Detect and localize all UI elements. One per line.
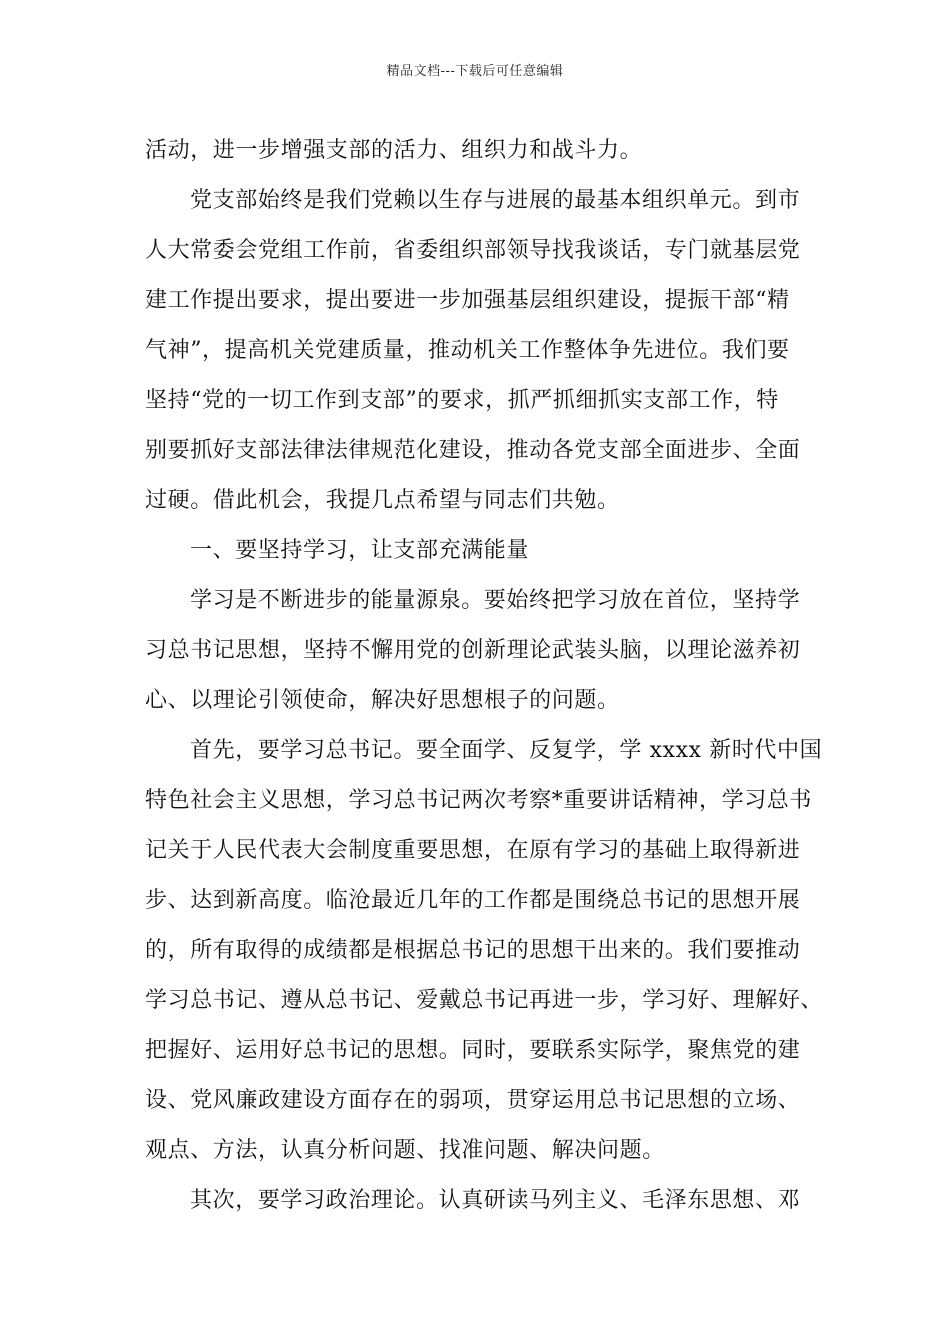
text-line: 心、以理论引领使命，解决好思想根子的问题。: [145, 688, 620, 713]
text-line: 特色社会主义思想，学习总书记两次考察*重要讲话精神，学习总书: [145, 788, 813, 813]
text-line: 建工作提出要求，提出要进一步加强基层组织建设，提振干部“精: [145, 288, 790, 313]
text-line: 学习总书记、遵从总书记、爱戴总书记再进一步，学习好、理解好、: [145, 988, 824, 1013]
text-line: 的，所有取得的成绩都是根据总书记的思想干出来的。我们要推动: [145, 938, 801, 963]
text-line: 人大常委会党组工作前，省委组织部领导找我谈话，专门就基层党: [145, 238, 801, 263]
text-line: 步、达到新高度。临沧最近几年的工作都是围绕总书记的思想开展: [145, 888, 801, 913]
text-line: 把握好、运用好总书记的思想。同时，要联系实际学，聚焦党的建: [145, 1038, 801, 1063]
text-line: 活动，进一步增强支部的活力、组织力和战斗力。: [145, 138, 643, 163]
paragraph-start-line: 其次，要学习政治理论。认真研读马列主义、毛泽东思想、邓: [190, 1188, 801, 1213]
paragraph-start-line: 党支部始终是我们党赖以生存与进展的最基本组织单元。到市: [190, 188, 801, 213]
text-line: 记关于人民代表大会制度重要思想，在原有学习的基础上取得新进: [145, 838, 801, 863]
text-line: 别要抓好支部法律法律规范化建设，推动各党支部全面进步、全面: [145, 438, 801, 463]
text-line: 习总书记思想，坚持不懈用党的创新理论武装头脑，以理论滋养初: [145, 638, 801, 663]
paragraph-start-line: 首先，要学习总书记。要全面学、反复学，学 xxxx 新时代中国: [190, 738, 823, 763]
text-line: 坚持“党的一切工作到支部”的要求，抓严抓细抓实支部工作，特: [145, 388, 779, 413]
text-line: 气神”，提高机关党建质量，推动机关工作整体争先进位。我们要: [145, 338, 790, 363]
page-header: 精品文档---下载后可任意编辑: [386, 64, 564, 79]
paragraph-start-line: 学习是不断进步的能量源泉。要始终把学习放在首位，坚持学: [190, 588, 801, 613]
text-line: 过硬。借此机会，我提几点希望与同志们共勉。: [145, 488, 620, 513]
section-heading: 一、要坚持学习，让支部充满能量: [190, 538, 530, 563]
text-line: 设、党风廉政建设方面存在的弱项，贯穿运用总书记思想的立场、: [145, 1088, 801, 1113]
document-body: [145, 126, 825, 1226]
text-line: 观点、方法，认真分析问题、找准问题、解决问题。: [145, 1138, 665, 1163]
